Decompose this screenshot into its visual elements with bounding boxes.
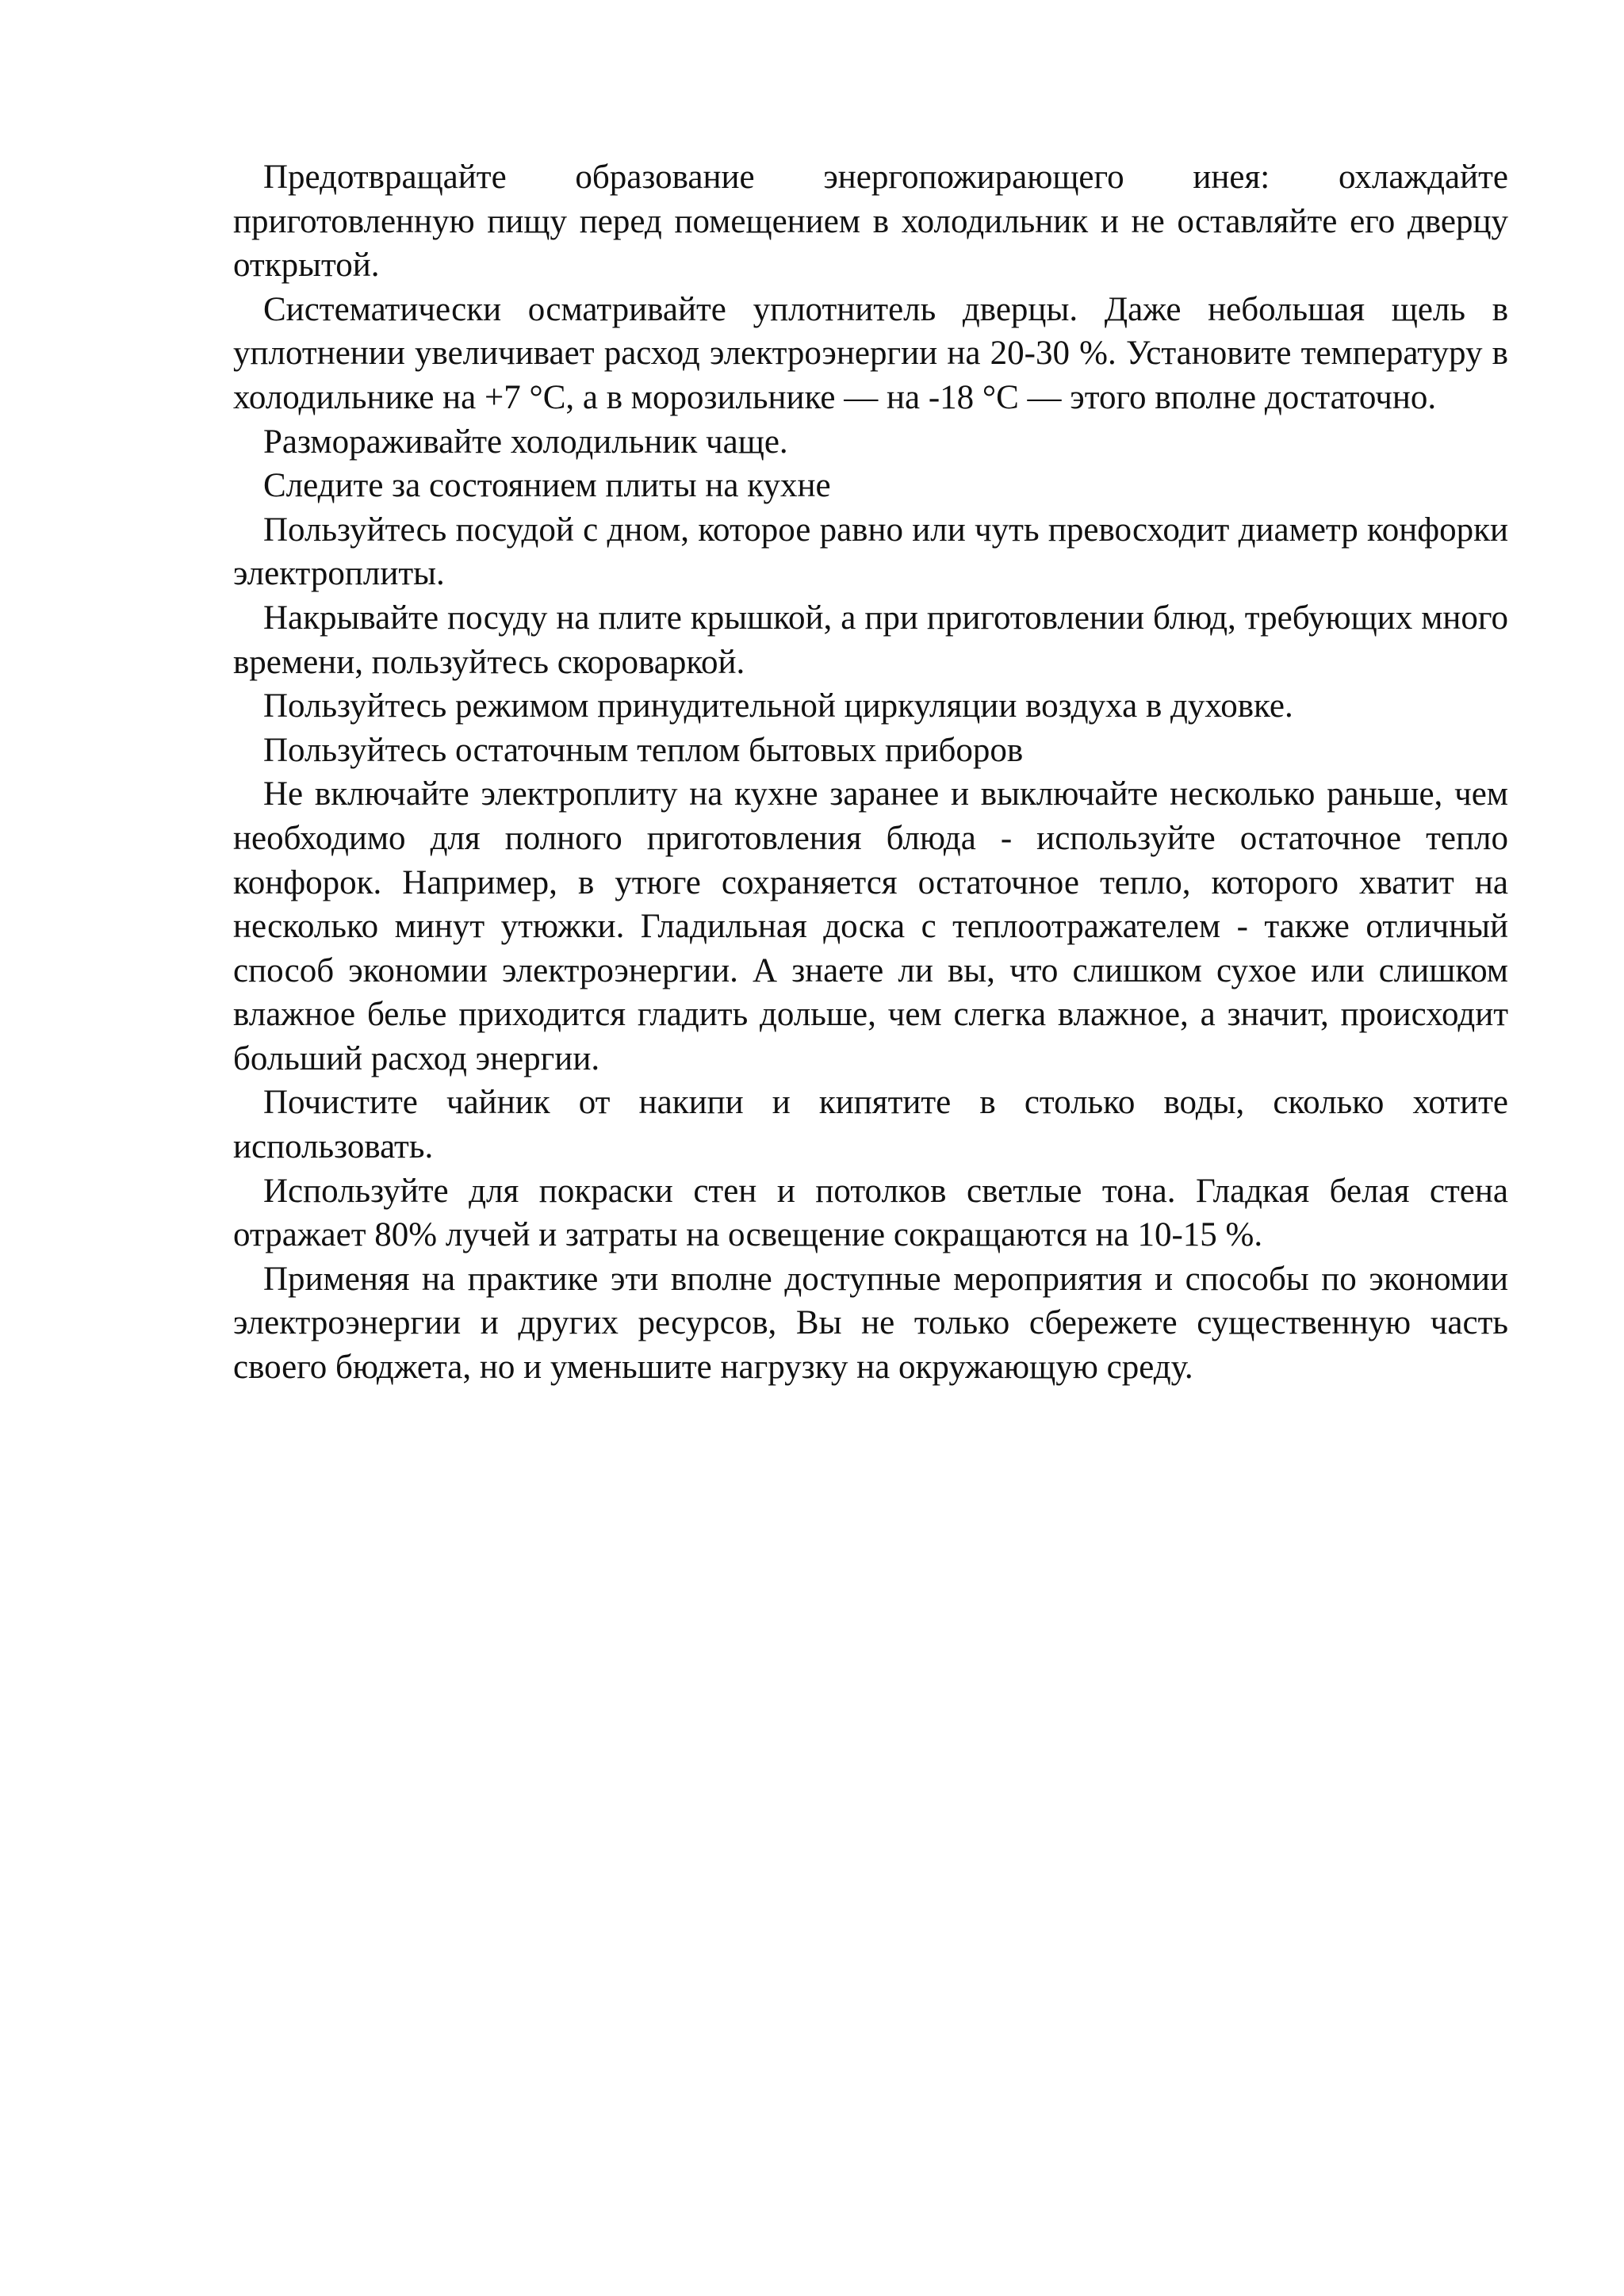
paragraph-residual-heat: Не включайте электроплиту на кухне заранее и выключайте несколько раньше, чем необходимо для полного приготовления блюда - используйте остаточное тепло конфорок. Например, в утюге сохраняется остаточное тепло, которого хватит на несколько минут утюжки. Гладильная доска с теплоотражателем - также отличный способ экономии электроэнергии. А знаете ли вы, что слишком сухое или слишком влажное белье приходится гладить дольше, чем слегка влажное, а значит, происходит больший расход энергии. — [233, 775, 1508, 1077]
paragraph-cookware: Пользуйтесь посудой с дном, которое равно или чуть превосходит диаметр конфорки электроплиты. — [233, 511, 1508, 593]
paragraph-conclusion: Применяя на практике эти вполне доступные мероприятия и способы по экономии электроэнергии и других ресурсов, Вы не только сбережете существенную часть своего бюджета, но и уменьшите нагрузку на окружающую среду. — [233, 1260, 1508, 1387]
paragraph-paint: Используйте для покраски стен и потолков светлые тона. Гладкая белая стена отражает 80% лучей и затраты на освещение сокращаются на 10-15 %. — [233, 1172, 1508, 1254]
paragraph-frost: Предотвращайте образование энергопожирающего инея: охлаждайте приготовленную пищу перед помещением в холодильник и не оставляйте его дверцу открытой. — [233, 159, 1508, 285]
paragraph-residual-heading: Пользуйтесь остаточным теплом бытовых приборов — [263, 731, 1024, 769]
paragraph-defrost: Размораживайте холодильник чаще. — [263, 423, 788, 461]
document-body — [233, 155, 1508, 1390]
paragraph-door-seal: Систематически осматривайте уплотнитель дверцы. Даже небольшая щель в уплотнении увеличивает расход электроэнергии на 20-30 %. Установите температуру в холодильнике на +7 °С, а в морозильнике — на -18 °С — этого вполне достаточно. — [233, 290, 1508, 416]
paragraph-kettle: Почистите чайник от накипи и кипятите в столько воды, сколько хотите использовать. — [233, 1084, 1508, 1166]
paragraph-stove-heading: Следите за состоянием плиты на кухне — [263, 467, 831, 505]
paragraph-lids: Накрывайте посуду на плите крышкой, а при приготовлении блюд, требующих много времени, пользуйтесь скороваркой. — [233, 599, 1508, 681]
paragraph-oven: Пользуйтесь режимом принудительной циркуляции воздуха в духовке. — [263, 687, 1293, 725]
